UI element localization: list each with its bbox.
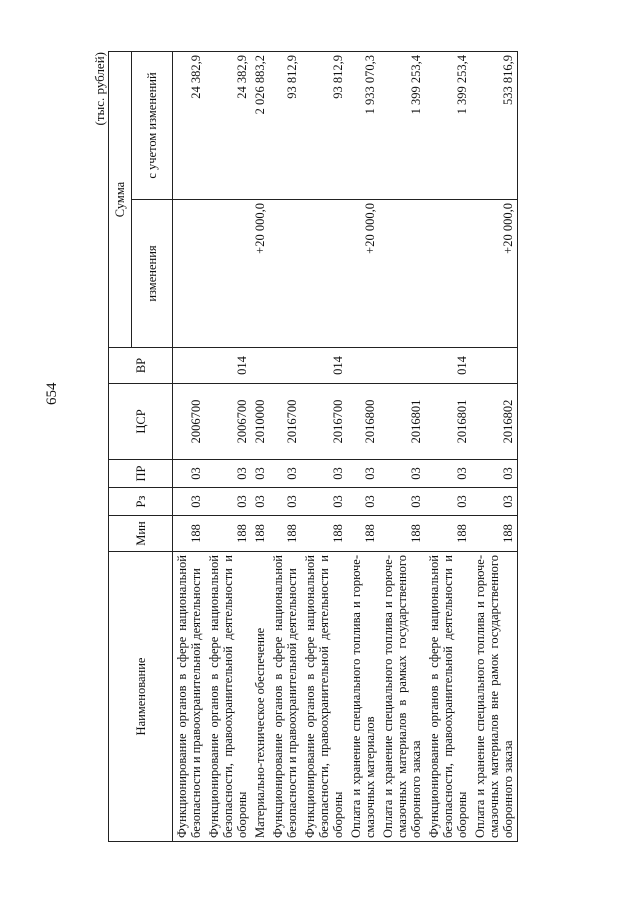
row-rz: 03 [173,488,206,516]
table-body [173,52,518,842]
row-change [301,200,347,348]
row-csr: 2016801 [379,384,425,460]
row-total: 1 399 253,4 [425,52,471,200]
row-change: +20 000,0 [471,200,518,348]
header-min: Мин [109,516,173,552]
row-csr: 2016800 [347,384,379,460]
header-name: Наименование [109,552,173,842]
row-pr: 03 [301,460,347,488]
row-vr [379,348,425,384]
table-row [379,52,425,842]
row-pr: 03 [251,460,269,488]
row-pr: 03 [379,460,425,488]
rotated-table-area [92,52,592,842]
row-pr: 03 [347,460,379,488]
row-csr: 2006700 [205,384,251,460]
row-vr [251,348,269,384]
row-min: 188 [347,516,379,552]
table-row [347,52,379,842]
header-sum: Сумма [109,52,132,348]
row-name: Оплата и хранение специального топлива и горюче-смазочных материалов [347,552,379,842]
table-row [425,52,471,842]
row-csr: 2010000 [251,384,269,460]
row-total: 93 812,9 [301,52,347,200]
row-vr: 014 [301,348,347,384]
row-total: 1 399 253,4 [379,52,425,200]
table-row [205,52,251,842]
table-row [251,52,269,842]
row-min: 188 [269,516,301,552]
row-name: Функционирование органов в сфере национальной безопасности, правоохранительной деятельности и обороны [205,552,251,842]
row-rz: 03 [301,488,347,516]
row-min: 188 [251,516,269,552]
row-total: 533 816,9 [471,52,518,200]
budget-table [108,51,518,842]
row-rz: 03 [471,488,518,516]
row-change [425,200,471,348]
row-pr: 03 [173,460,206,488]
row-total: 24 382,9 [173,52,206,200]
row-vr [471,348,518,384]
row-min: 188 [205,516,251,552]
row-change [269,200,301,348]
row-vr: 014 [205,348,251,384]
row-pr: 03 [269,460,301,488]
row-name: Функционирование органов в сфере национальной безопасности и правоохранительной деятельности [173,552,206,842]
row-min: 188 [425,516,471,552]
row-total: 93 812,9 [269,52,301,200]
row-name: Функционирование органов в сфере национальной безопасности, правоохранительной деятельности и обороны [301,552,347,842]
table-row [471,52,518,842]
row-rz: 03 [251,488,269,516]
table-row [269,52,301,842]
row-name: Оплата и хранение специального топлива и горюче-смазочных материалов вне рамок государственного оборонного заказа [471,552,518,842]
row-min: 188 [471,516,518,552]
row-csr: 2016801 [425,384,471,460]
header-rz: Рз [109,488,173,516]
table-header [109,52,173,842]
row-total: 2 026 883,2 [251,52,269,200]
row-vr [173,348,206,384]
row-rz: 03 [379,488,425,516]
row-csr: 2016802 [471,384,518,460]
units-label: (тыс. рублей) [92,52,107,126]
row-vr [347,348,379,384]
header-csr: ЦСР [109,384,173,460]
row-total: 1 933 070,3 [347,52,379,200]
header-pr: ПР [109,460,173,488]
row-vr [269,348,301,384]
row-pr: 03 [471,460,518,488]
row-change [205,200,251,348]
table-row [301,52,347,842]
row-name: Функционирование органов в сфере национальной безопасности и правоохранительной деятельности [269,552,301,842]
page-number: 654 [44,382,60,405]
row-rz: 03 [347,488,379,516]
row-min: 188 [379,516,425,552]
row-pr: 03 [205,460,251,488]
header-changes: изменения [132,200,173,348]
row-change [379,200,425,348]
row-change: +20 000,0 [347,200,379,348]
table-row [173,52,206,842]
row-name: Оплата и хранение специального топлива и горюче-смазочных материалов в рамках государственного оборонного заказа [379,552,425,842]
row-rz: 03 [425,488,471,516]
row-csr: 2006700 [173,384,206,460]
row-rz: 03 [269,488,301,516]
row-change [173,200,206,348]
row-csr: 2016700 [301,384,347,460]
row-name: Функционирование органов в сфере национальной безопасности, правоохранительной деятельности и обороны [425,552,471,842]
row-pr: 03 [425,460,471,488]
row-name: Материально-техническое обеспечение [251,552,269,842]
row-min: 188 [301,516,347,552]
row-rz: 03 [205,488,251,516]
row-min: 188 [173,516,206,552]
row-vr: 014 [425,348,471,384]
row-change: +20 000,0 [251,200,269,348]
header-vr: ВР [109,348,173,384]
header-with-changes: с учетом изменений [132,52,173,200]
row-total: 24 382,9 [205,52,251,200]
row-csr: 2016700 [269,384,301,460]
